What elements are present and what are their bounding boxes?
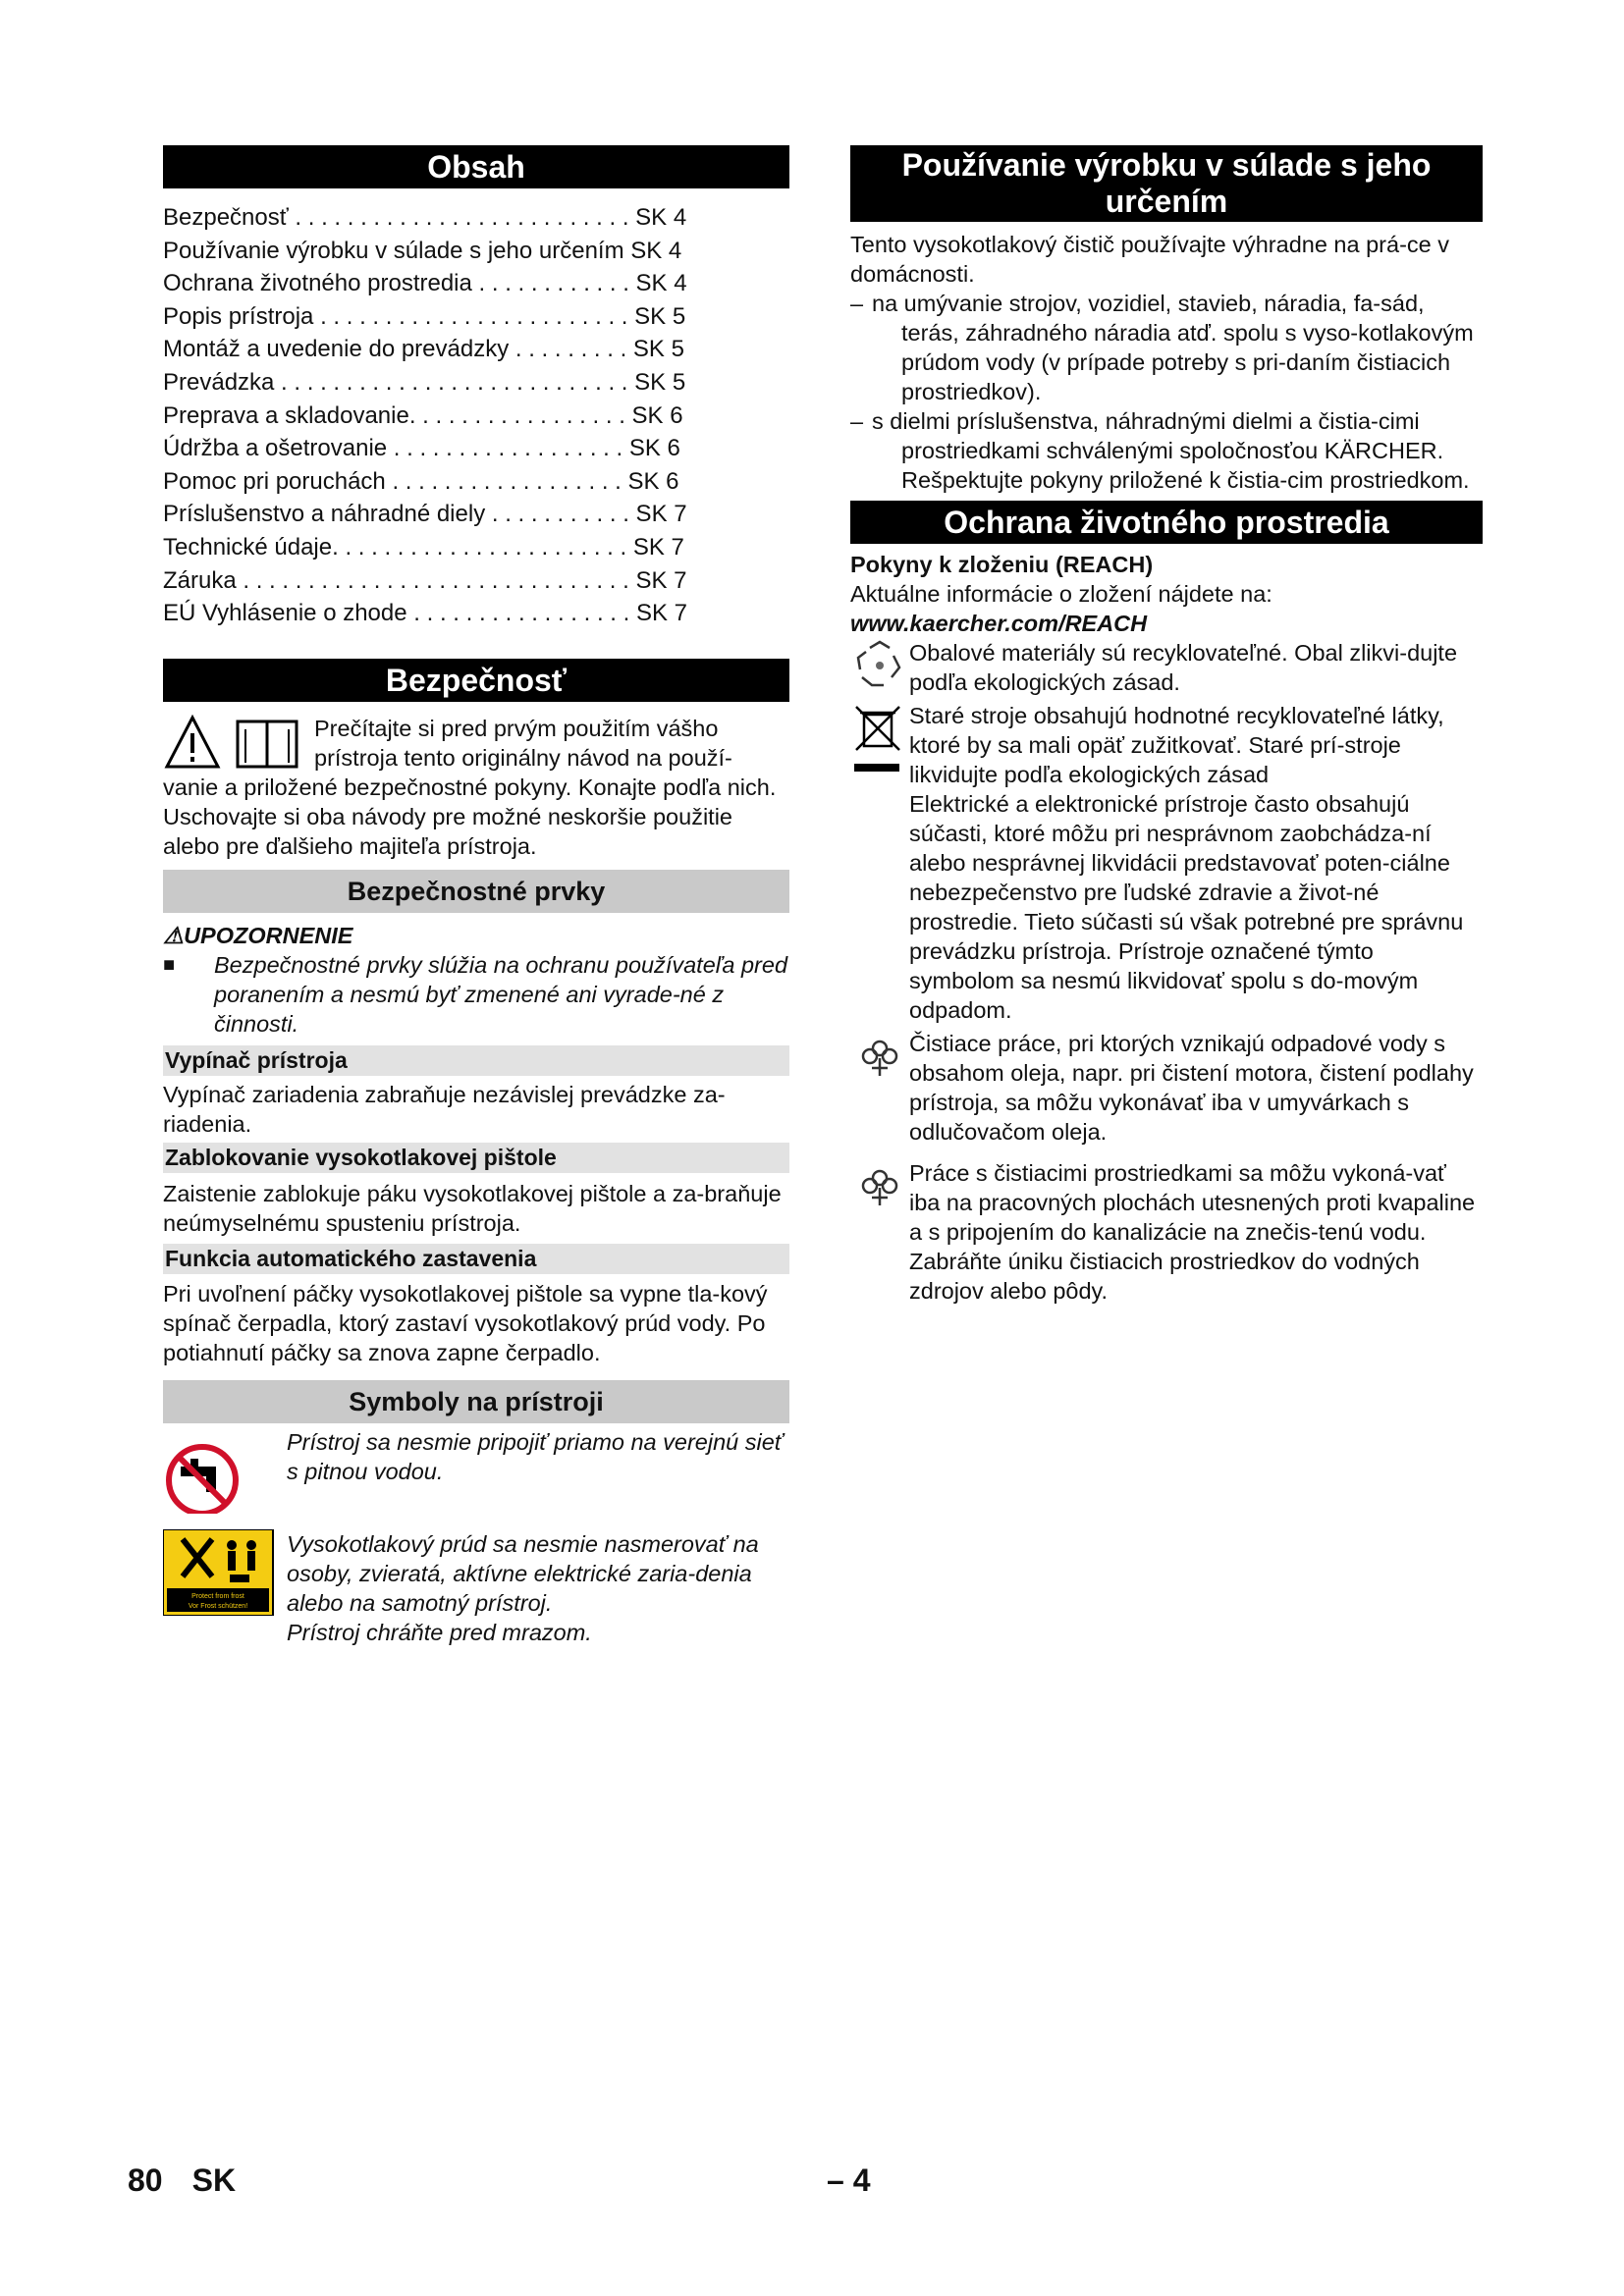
- safety-intro-line2: prístroja tento originálny návod na použí-: [314, 744, 732, 771]
- usage-item-1-text: na umývanie strojov, vozidiel, stavieb, náradia, fa-sád, terás, záhradného náradia atď. spolu s vyso-kotlakovým prúdom vody (v prípade potreby s pri-daním čistiacich prostriedkov).: [872, 291, 1474, 404]
- weee-text: Staré stroje obsahujú hodnotné recyklovateľné látky, ktoré by sa mali opäť zužitkovať. Staré prí-stroje likvidujte podľa ekologických zásad: [909, 703, 1444, 787]
- detergent-text: Práce s čistiacimi prostriedkami sa môžu vykoná-vať iba na pracovných plochách utesnených proti kvapaline a s pripojením do kanalizácie na znečis-tenú vodu. Zabráňte úniku čistiacich prostriedkov do vodných zdrojov alebo pôdy.: [909, 1160, 1476, 1304]
- toc-item[interactable]: Prevádzka . . . . . . . . . . . . . . . . . . . . . . . . . . . SK 5: [163, 368, 686, 396]
- auto-stop-heading: Funkcia automatického zastavenia: [163, 1244, 789, 1274]
- reach-link[interactable]: www.kaercher.com/REACH: [850, 611, 1148, 636]
- reach-heading: Pokyny k zloženiu (REACH): [850, 552, 1154, 577]
- crossed-bin-icon: [850, 701, 909, 779]
- safety-devices-heading: Bezpečnostné prvky: [163, 870, 789, 913]
- safety-intro-rest: vanie a priložené bezpečnostné pokyny. Konajte podľa nich. Uschovajte si oba návody pre možné neskoršie použitie alebo pre ďalšieho majiteľa prístroja.: [163, 774, 777, 859]
- oil-row: [850, 1029, 1483, 1147]
- symbol-frost-text: Prístroj chráňte pred mrazom.: [287, 1619, 592, 1645]
- toc-heading: Obsah: [163, 145, 789, 188]
- page-number: [128, 2163, 236, 2199]
- toc-item[interactable]: Údržba a ošetrovanie . . . . . . . . . . . . . . . . . . SK 6: [163, 435, 680, 462]
- detergent-row: [850, 1158, 1483, 1306]
- toc-item[interactable]: Technické údaje. . . . . . . . . . . . . . . . . . . . . . . SK 7: [163, 533, 684, 561]
- toc-item[interactable]: Montáž a uvedenie do prevádzky . . . . . . . . . SK 5: [163, 336, 684, 363]
- warning-read-manual-icon: [163, 714, 310, 773]
- recycle-icon: [850, 638, 909, 693]
- oil-text: Čistiace práce, pri ktorých vznikajú odpadové vody s obsahom oleja, napr. pri čistení motora, čistení podlahy prístroja, sa môžu vykonávať iba v umyvárkach s odlučovačom oleja.: [909, 1031, 1474, 1145]
- dash-bullet: –: [850, 408, 864, 434]
- warning-item: [163, 950, 789, 1039]
- no-drinking-water-icon: [163, 1427, 287, 1514]
- toc-item[interactable]: EÚ Vyhlásenie o zhode . . . . . . . . . . . . . . . . . SK 7: [163, 600, 688, 627]
- reach-text: Aktuálne informácie o zložení nájdete na:: [850, 581, 1272, 607]
- toc-item[interactable]: Popis prístroja . . . . . . . . . . . . . . . . . . . . . . . . SK 5: [163, 302, 686, 330]
- warning-label-text: UPOZORNENIE: [184, 922, 353, 948]
- safety-heading: Bezpečnosť: [163, 659, 789, 702]
- environment-heading: Ochrana životného prostredia: [850, 501, 1483, 544]
- page-label: – 4: [827, 2163, 871, 2198]
- frost-label-en: Protect from frost: [191, 1592, 244, 1600]
- toc-item[interactable]: Používanie výrobku v súlade s jeho určením SK 4: [163, 237, 682, 264]
- lock-text: Zaistenie zablokuje páku vysokotlakovej pištole a za-braňuje neúmyselnému spusteniu prístroja.: [163, 1180, 782, 1236]
- weee-row: [850, 701, 1483, 1025]
- no-jet-at-persons-icon: [163, 1529, 287, 1616]
- left-column: [163, 145, 789, 1647]
- warning-text: Bezpečnostné prvky slúžia na ochranu používateľa pred poranením a nesmú byť zmenené ani vyrade-né z činnosti.: [214, 951, 788, 1037]
- recycle-row: [850, 638, 1483, 697]
- symbols-heading: Symboly na prístroji: [163, 1380, 789, 1423]
- weee-text-2: Elektrické a elektronické prístroje často obsahujú súčasti, ktoré môžu pri nesprávnom zaobchádza-ní alebo nesprávnej likvidácii predstavovať poten-ciálne nebezpečenstvo pre ľudské zdravie a život-né prostredie. Tieto súčasti sú však potrebné pre správnu prevádzku prístroja. Prístroje označené týmto symbolom sa nesmú likvidovať spolu s do-movým odpadom.: [909, 791, 1464, 1023]
- warning-triangle-icon: ⚠: [163, 922, 185, 948]
- page-language: SK: [191, 2163, 237, 2198]
- symbol-water-text: Prístroj sa nesmie pripojiť priamo na verejnú sieť s pitnou vodou.: [287, 1428, 784, 1484]
- usage-item-1: [850, 289, 1483, 406]
- right-column: [850, 145, 1483, 1306]
- frost-label-de: Vor Frost schützen!: [188, 1602, 248, 1610]
- symbol-jet-text: Vysokotlakový prúd sa nesmie nasmerovať na osoby, zvieratá, aktívne elektrické zaria-denia alebo na samotný prístroj.: [287, 1530, 759, 1616]
- page-number-value: 80: [128, 2163, 163, 2198]
- symbol-row-jet: [163, 1529, 789, 1647]
- switch-heading: Vypínač prístroja: [163, 1045, 789, 1076]
- usage-heading: Používanie výrobku v súlade s jeho určením: [850, 145, 1483, 222]
- auto-stop-text: Pri uvoľnení páčky vysokotlakovej pištole sa vypne tla-kový spínač čerpadla, ktorý zastaví vysokotlakový prúd vody. Po potiahnutí páčky sa znova zapne čerpadlo.: [163, 1280, 768, 1365]
- toc-item[interactable]: Pomoc pri poruchách . . . . . . . . . . . . . . . . . . SK 6: [163, 467, 679, 495]
- environment-tip-icon: [850, 1029, 909, 1084]
- toc-item[interactable]: Záruka . . . . . . . . . . . . . . . . . . . . . . . . . . . . . . SK 7: [163, 566, 687, 594]
- table-of-contents: [163, 201, 789, 630]
- environment-tip-icon: [850, 1158, 909, 1213]
- bullet-square-icon: ■: [163, 953, 176, 976]
- recycle-text: Obalové materiály sú recyklovateľné. Obal zlikvi-dujte podľa ekologických zásad.: [909, 640, 1458, 695]
- toc-item[interactable]: Príslušenstvo a náhradné diely . . . . . . . . . . . SK 7: [163, 501, 687, 528]
- usage-item-2: [850, 406, 1483, 495]
- safety-intro-line1: Prečítajte si pred prvým použitím vášho: [314, 715, 719, 741]
- warning-label: [163, 921, 789, 950]
- dash-bullet: –: [850, 291, 864, 316]
- toc-item[interactable]: Bezpečnosť . . . . . . . . . . . . . . . . . . . . . . . . . . SK 4: [163, 204, 687, 231]
- toc-item[interactable]: Ochrana životného prostredia . . . . . . . . . . . . SK 4: [163, 270, 687, 297]
- lock-heading: Zablokovanie vysokotlakovej pištole: [163, 1143, 789, 1173]
- toc-item[interactable]: Preprava a skladovanie. . . . . . . . . . . . . . . . . SK 6: [163, 401, 683, 429]
- usage-item-2-text: s dielmi príslušenstva, náhradnými dielmi a čistia-cimi prostriedkami schválenými spoločnosťou KÄRCHER. Rešpektujte pokyny priložené k čistia-cim prostriedkom.: [872, 408, 1470, 493]
- safety-intro: [163, 714, 789, 861]
- usage-intro: Tento vysokotlakový čistič používajte výhradne na prá-ce v domácnosti.: [850, 232, 1449, 287]
- switch-text: Vypínač zariadenia zabraňuje nezávislej prevádzke za-riadenia.: [163, 1081, 726, 1137]
- symbol-row-water: [163, 1427, 789, 1514]
